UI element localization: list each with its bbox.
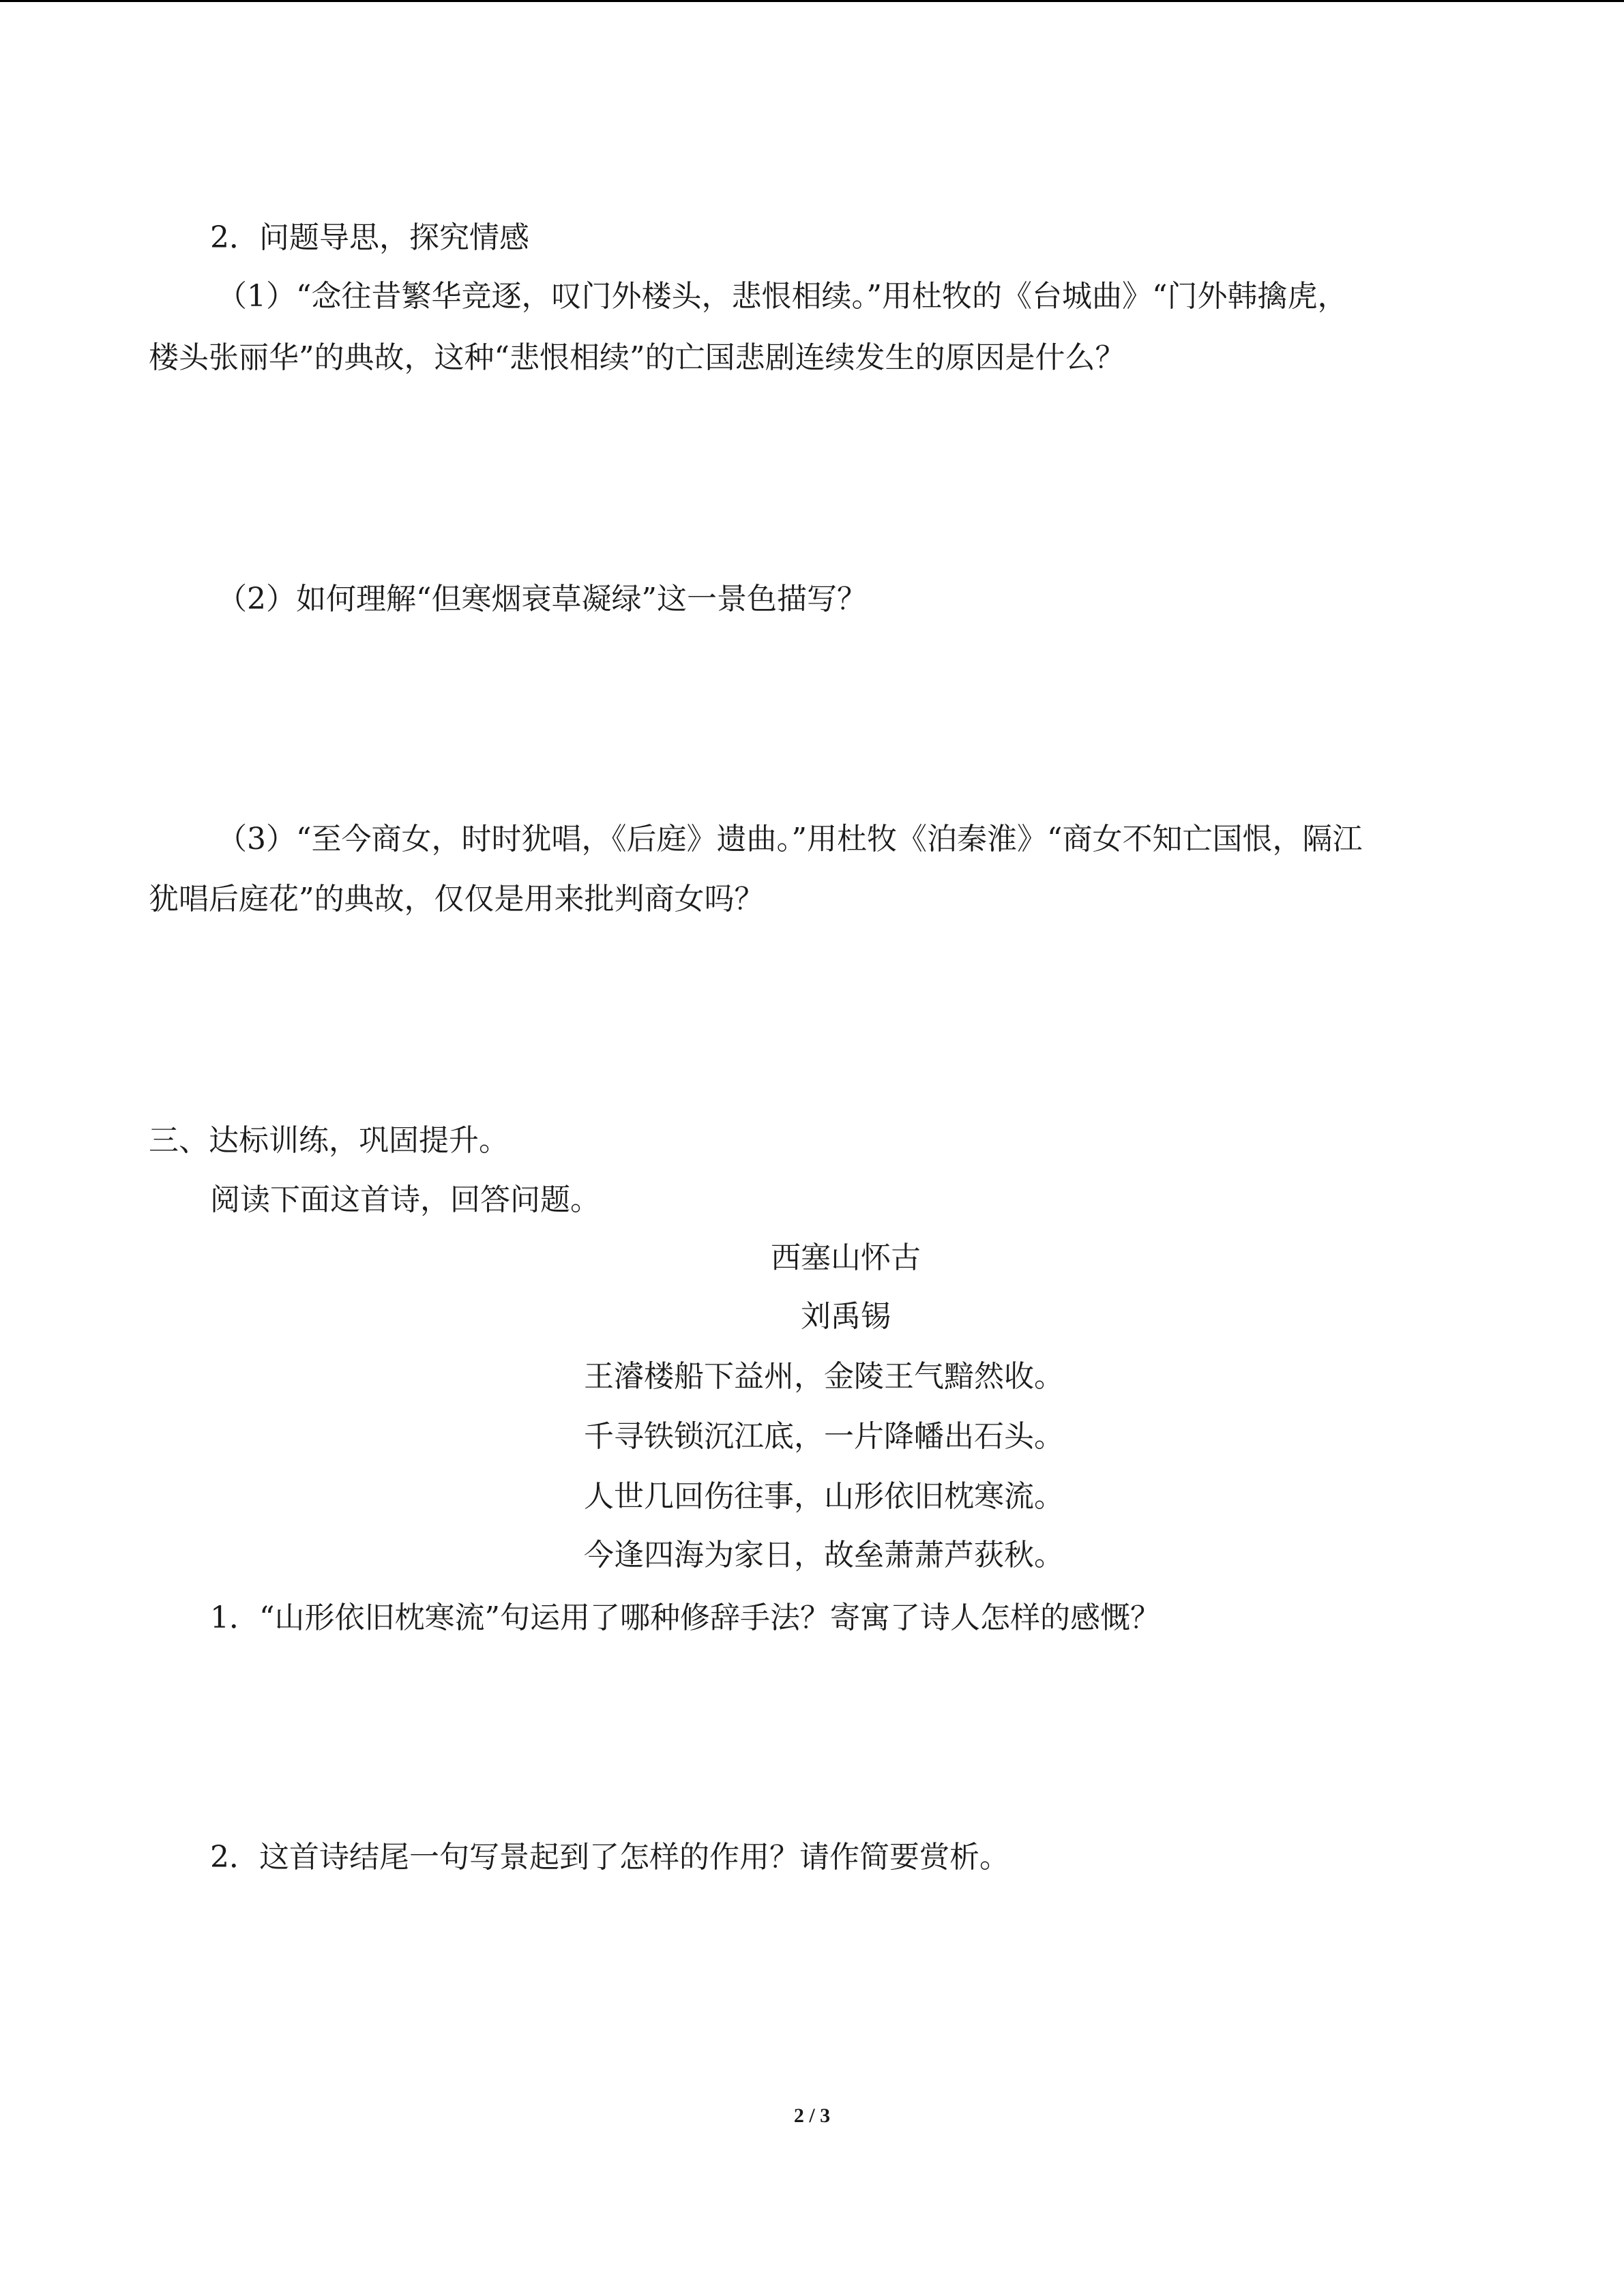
poem-line-4: 今逢四海为家日，故垒萧萧芦荻秋。 <box>584 1538 1064 1572</box>
question-3-line-1: （3）“至今商女，时时犹唱，《后庭》遗曲。”用杜牧《泊秦淮》“商女不知亡国恨，隔江 <box>217 822 1363 856</box>
question-2: （2）如何理解“但寒烟衰草凝绿”这一景色描写？ <box>217 582 867 616</box>
section2-heading: 2．问题导思，探究情感 <box>210 220 529 255</box>
section3-heading: 三、达标训练，巩固提升。 <box>149 1123 509 1158</box>
question-1-line-1: （1）“念往昔繁华竞逐，叹门外楼头，悲恨相续。”用杜牧的《台城曲》“门外韩擒虎， <box>217 279 1348 314</box>
poem-line-3: 人世几回伤往事，山形依旧枕寒流。 <box>584 1479 1064 1514</box>
exercise-question-2: 2．这首诗结尾一句写景起到了怎样的作用？请作简要赏析。 <box>210 1840 1009 1875</box>
question-3-line-2: 犹唱后庭花”的典故，仅仅是用来批判商女吗？ <box>149 882 765 916</box>
poem-title: 西塞山怀古 <box>771 1240 921 1275</box>
poem-line-2: 千寻铁锁沉江底，一片降幡出石头。 <box>584 1419 1064 1454</box>
question-1-line-2: 楼头张丽华”的典故，这种“悲恨相续”的亡国悲剧连续发生的原因是什么？ <box>149 340 1125 375</box>
poem-line-1: 王濬楼船下益州，金陵王气黯然收。 <box>584 1359 1064 1394</box>
reading-instruction: 阅读下面这首诗，回答问题。 <box>210 1182 600 1217</box>
poem-author: 刘禹锡 <box>801 1299 891 1334</box>
page-number: 2 / 3 <box>793 2104 831 2127</box>
exercise-question-1: 1．“山形依旧枕寒流”句运用了哪种修辞手法？寄寓了诗人怎样的感慨？ <box>210 1600 1160 1635</box>
